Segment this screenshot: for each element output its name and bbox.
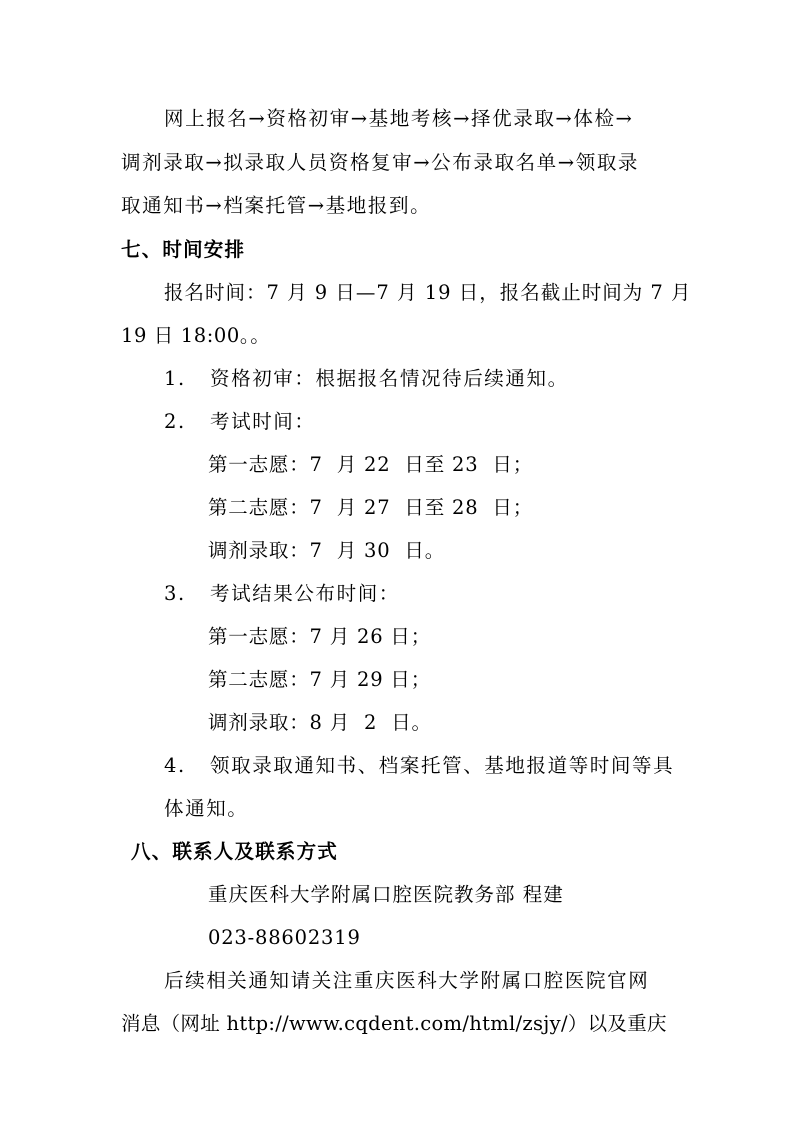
- exam-time-adjustment: 调剂录取：7 月 30 日。: [208, 539, 446, 562]
- signup-time-line-1: 报名时间：7 月 9 日—7 月 19 日，报名截止时间为 7 月: [164, 281, 692, 304]
- list-item-text: 考试时间：: [210, 410, 316, 433]
- result-time-second-choice: 第二志愿：7 月 29 日；: [208, 668, 432, 691]
- follow-up-note-line-2: 消息（网址 http://www.cqdent.com/html/zsjy/）以及重庆: [121, 1012, 667, 1035]
- list-item-1: [164, 366, 569, 392]
- result-time-first-choice: 第一志愿：7 月 26 日；: [208, 625, 432, 648]
- section-8-heading: 八、联系人及联系方式: [131, 840, 339, 863]
- list-item-text: 领取录取通知书、档案托管、基地报道等时间等具: [210, 754, 675, 777]
- list-item-2: [164, 409, 316, 435]
- exam-time-second-choice: 第二志愿：7 月 27 日至 28 日；: [208, 496, 534, 519]
- contact-organization: 重庆医科大学附属口腔医院教务部 程建: [208, 883, 564, 906]
- process-line-2: 调剂录取→拟录取人员资格复审→公布录取名单→领取录: [121, 151, 640, 174]
- process-line-3: 取通知书→档案托管→基地报到。: [121, 194, 432, 217]
- list-item-number: 1.: [164, 367, 186, 390]
- section-7-heading: 七、时间安排: [121, 238, 246, 261]
- list-item-4: [164, 753, 674, 779]
- result-time-adjustment: 调剂录取：8 月 2 日。: [208, 711, 432, 734]
- process-line-1: 网上报名→资格初审→基地考核→择优录取→体检→: [164, 107, 634, 130]
- signup-time-line-2: 19 日 18:00。。: [121, 324, 271, 347]
- follow-up-note-line-1: 后续相关通知请关注重庆医科大学附属口腔医院官网: [164, 969, 650, 992]
- list-item-number: 3.: [164, 582, 186, 605]
- list-item-number: 2.: [164, 410, 186, 433]
- list-item-3: [164, 581, 400, 607]
- contact-phone: 023-88602319: [208, 926, 361, 949]
- list-item-number: 4.: [164, 754, 186, 777]
- exam-time-first-choice: 第一志愿：7 月 22 日至 23 日；: [208, 453, 534, 476]
- list-item-4-continuation: 体通知。: [164, 797, 249, 820]
- list-item-text: 考试结果公布时间：: [210, 582, 400, 605]
- list-item-text: 资格初审：根据报名情况待后续通知。: [210, 367, 569, 390]
